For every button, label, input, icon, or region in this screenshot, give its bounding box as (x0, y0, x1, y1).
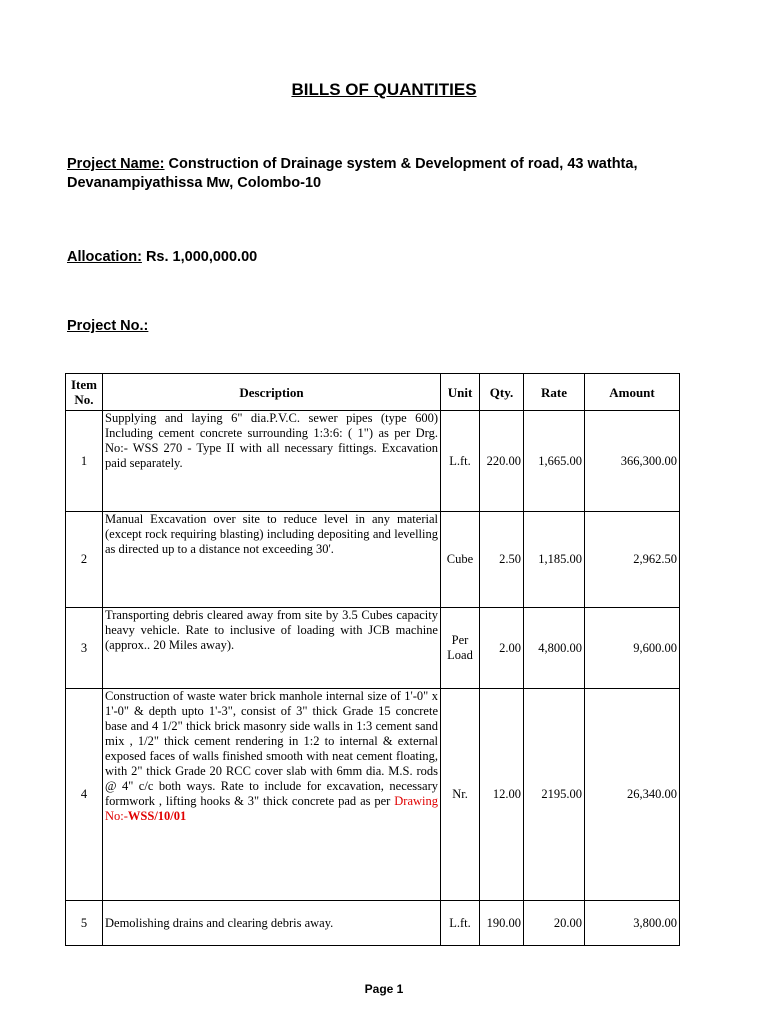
table-row (66, 512, 680, 608)
item-description: Transporting debris cleared away from site by 3.5 Cubes capacity heavy vehicle. Rate to inclusive of loading with JCB machine (approx.. 20 Miles away). (103, 608, 441, 689)
document-title: BILLS OF QUANTITIES (291, 80, 477, 99)
item-unit: Cube (441, 512, 480, 608)
header-unit: Unit (441, 374, 480, 411)
header-item-no: Item No. (66, 374, 103, 411)
bill-of-quantities-table (65, 373, 680, 946)
item-description (103, 689, 441, 901)
allocation-value: Rs. 1,000,000.00 (145, 249, 258, 265)
item-qty: 12.00 (480, 689, 524, 901)
item-no: 2 (66, 512, 103, 608)
item-no: 1 (66, 411, 103, 512)
header-rate: Rate (524, 374, 585, 411)
page-number: Page 1 (364, 982, 404, 996)
item-rate: 4,800.00 (524, 608, 585, 689)
item-qty: 220.00 (480, 411, 524, 512)
drawing-label: Drawing No:- (105, 794, 438, 823)
item-rate: 2195.00 (524, 689, 585, 901)
item-amount: 3,800.00 (585, 901, 680, 946)
header-description: Description (103, 374, 441, 411)
item-description: Manual Excavation over site to reduce level in any material (except rock requiring blasting) including depositing and levelling as directed up to a distance not exceeding 30'. (103, 512, 441, 608)
item-description-text: Construction of waste water brick manhole internal size of 1'-0" x 1'-0" & depth upto 1'-3", consist of 3" thick Grade 15 concrete base and 4 1/2" thick brick masonry side walls in 1:3 cement sand mix , 1/2" thick cement rendering in 1:2 to internal & external exposed faces of walls finished smooth with neat cement floating, with 2" thick Grade 20 RCC cover slab with 6mm dia. M.S. rods @ 4" c/c both ways. Rate to include for excavation, necessary formwork , lifting hooks & 3" thick concrete pad as per (105, 689, 438, 808)
project-name-label: Project Name: (67, 156, 165, 172)
item-description: Demolishing drains and clearing debris away. (103, 901, 441, 946)
item-rate: 20.00 (524, 901, 585, 946)
item-qty: 190.00 (480, 901, 524, 946)
item-amount: 366,300.00 (585, 411, 680, 512)
item-unit: Nr. (441, 689, 480, 901)
allocation-label: Allocation: (67, 249, 142, 265)
header-qty: Qty. (480, 374, 524, 411)
table-row (66, 608, 680, 689)
item-no: 5 (66, 901, 103, 946)
header-amount: Amount (585, 374, 680, 411)
item-qty: 2.50 (480, 512, 524, 608)
item-description: Supplying and laying 6" dia.P.V.C. sewer pipes (type 600) Including cement concrete surrounding 1:3:6: ( 1") as per Drg. No:- WSS 270 - Type II with all necessary fittings. Excavation paid separately. (103, 411, 441, 512)
drawing-number: WSS/10/01 (127, 809, 187, 823)
table-row (66, 411, 680, 512)
item-unit: L.ft. (441, 411, 480, 512)
item-no: 3 (66, 608, 103, 689)
item-no: 4 (66, 689, 103, 901)
table-header-row (66, 374, 680, 411)
item-amount: 9,600.00 (585, 608, 680, 689)
item-unit: Per Load (441, 608, 480, 689)
project-no (67, 317, 687, 336)
allocation (67, 248, 687, 267)
item-amount: 26,340.00 (585, 689, 680, 901)
project-name (67, 155, 687, 193)
table-row (66, 689, 680, 901)
item-rate: 1,185.00 (524, 512, 585, 608)
item-unit: L.ft. (441, 901, 480, 946)
item-qty: 2.00 (480, 608, 524, 689)
table-row (66, 901, 680, 946)
project-name-value: Construction of Drainage system & Development of road, 43 wathta, Devanampiyathissa Mw, Colombo-10 (67, 156, 638, 191)
item-amount: 2,962.50 (585, 512, 680, 608)
project-no-label: Project No.: (67, 318, 149, 334)
item-rate: 1,665.00 (524, 411, 585, 512)
